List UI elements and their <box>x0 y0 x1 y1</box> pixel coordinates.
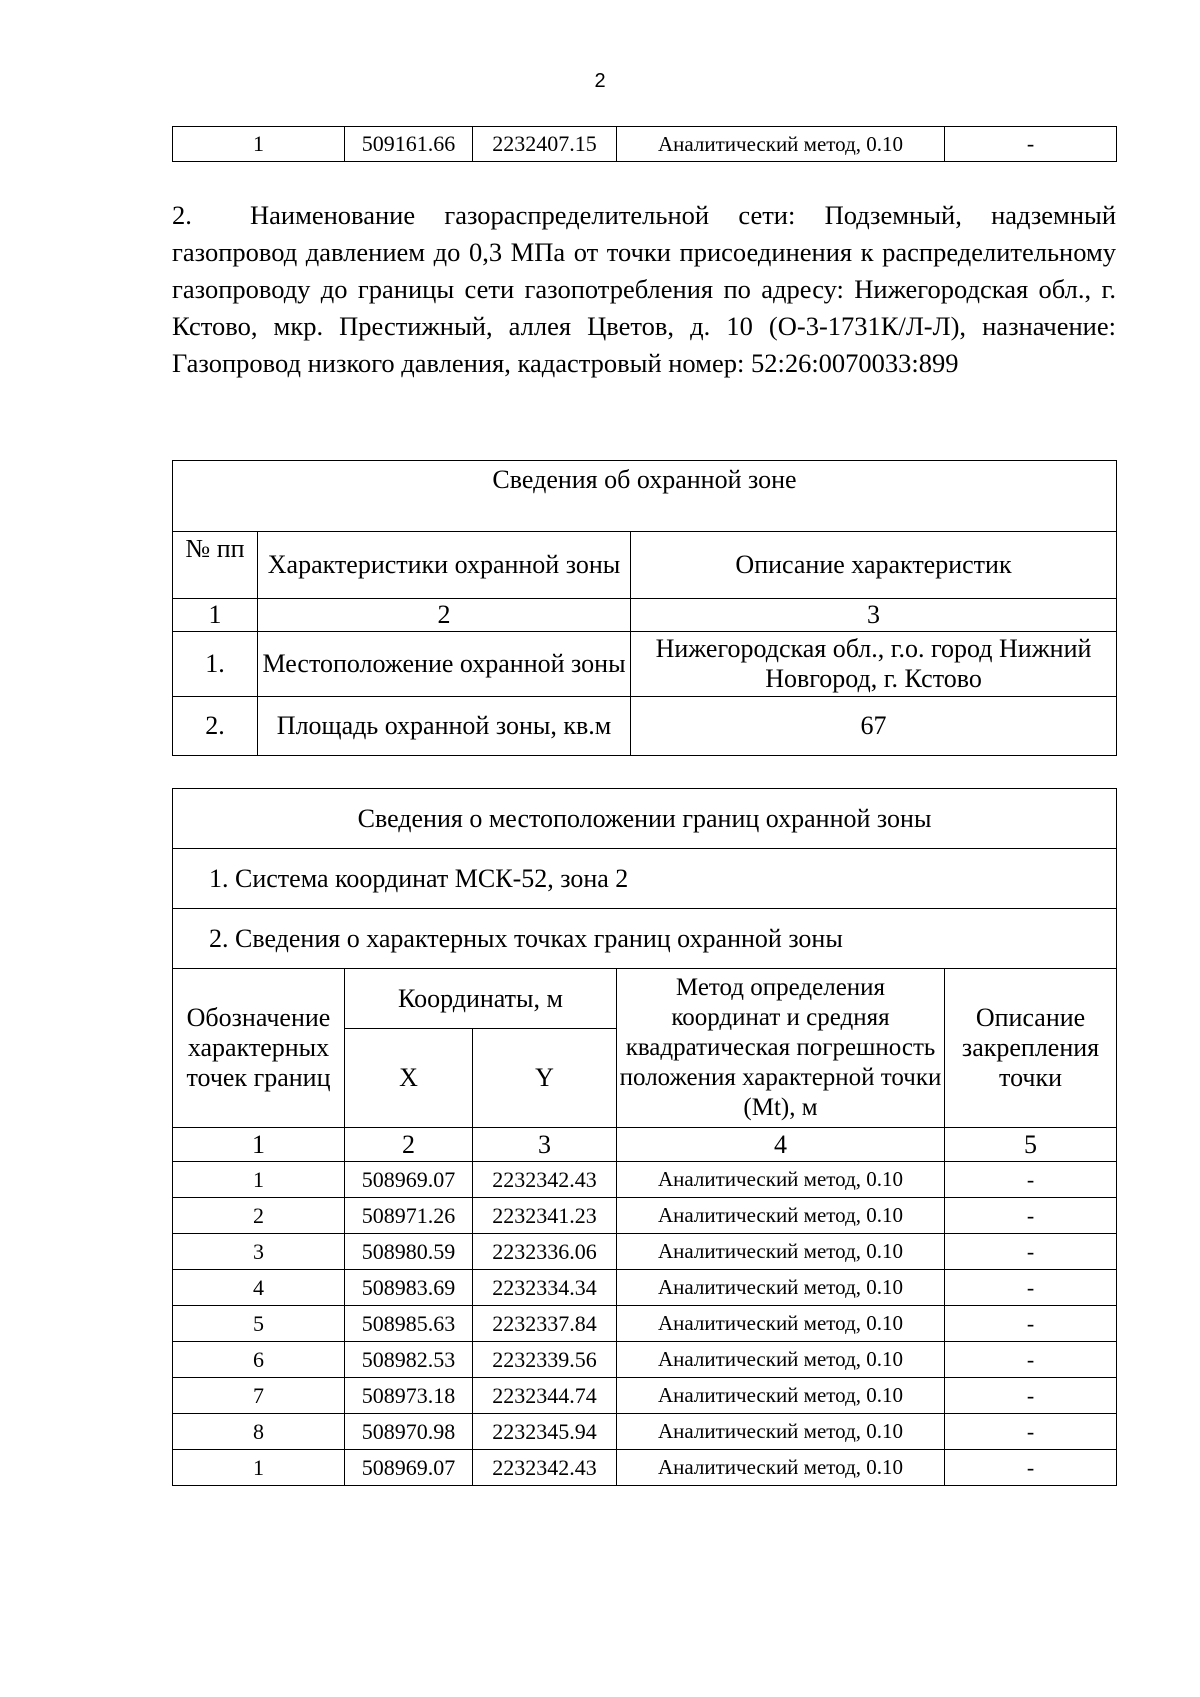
point-description: - <box>945 1270 1117 1306</box>
header-number: № пп <box>173 532 258 599</box>
coord-x: 508969.07 <box>345 1162 473 1198</box>
header-characteristics: Характеристики охранной зоны <box>258 532 631 599</box>
coord-y: 2232344.74 <box>473 1378 617 1414</box>
point-description: - <box>945 127 1117 162</box>
coord-x: 508980.59 <box>345 1234 473 1270</box>
coord-x: 508971.26 <box>345 1198 473 1234</box>
network-description <box>172 197 1116 382</box>
paragraph-number: 2. <box>172 200 192 230</box>
point-description: - <box>945 1414 1117 1450</box>
col-number: 5 <box>945 1128 1117 1162</box>
coord-y: 2232334.34 <box>473 1270 617 1306</box>
method: Аналитический метод, 0.10 <box>617 1234 945 1270</box>
point-number: 1 <box>173 1450 345 1486</box>
method: Аналитический метод, 0.10 <box>617 127 945 162</box>
method: Аналитический метод, 0.10 <box>617 1414 945 1450</box>
page-number: 2 <box>594 70 606 92</box>
col-number: 2 <box>345 1128 473 1162</box>
header-description: Описание характеристик <box>631 532 1117 599</box>
coordinates-table-continued <box>172 126 1117 162</box>
col-number: 3 <box>473 1128 617 1162</box>
point-number: 5 <box>173 1306 345 1342</box>
point-number: 6 <box>173 1342 345 1378</box>
point-number: 1 <box>173 127 345 162</box>
header-point-description: Описание закрепления точки <box>945 969 1117 1128</box>
point-description: - <box>945 1378 1117 1414</box>
row-number: 1. <box>173 632 258 697</box>
table-row <box>173 1198 1117 1234</box>
point-number: 4 <box>173 1270 345 1306</box>
point-description: - <box>945 1342 1117 1378</box>
point-number: 7 <box>173 1378 345 1414</box>
point-number: 3 <box>173 1234 345 1270</box>
header-coordinates: Координаты, м <box>345 969 617 1029</box>
coord-x: 508973.18 <box>345 1378 473 1414</box>
point-number: 2 <box>173 1198 345 1234</box>
coord-y: 2232342.43 <box>473 1450 617 1486</box>
point-description: - <box>945 1162 1117 1198</box>
paragraph-text: Наименование газораспределительной сети: Подземный, надземный газопровод давлением до 0,3 МПа от точки присоединения к распределительному газопроводу до границы сети газопотребления по адресу: Нижегородская обл., г. Кстово, мкр. Престижный, аллея Цветов, д. 10 (О-3-1731К/Л-Л), назначение: Газопровод низкого давления, кадастровый номер: 52:26:0070033:899 <box>172 200 1116 378</box>
point-description: - <box>945 1306 1117 1342</box>
table-row <box>173 1378 1117 1414</box>
coord-x: 508982.53 <box>345 1342 473 1378</box>
point-description: - <box>945 1234 1117 1270</box>
method: Аналитический метод, 0.10 <box>617 1270 945 1306</box>
table-row <box>173 1450 1117 1486</box>
bounds-table-title: Сведения о местоположении границ охранной зоны <box>173 789 1117 849</box>
point-number: 1 <box>173 1162 345 1198</box>
coord-y: 2232342.43 <box>473 1162 617 1198</box>
method: Аналитический метод, 0.10 <box>617 1306 945 1342</box>
header-x: X <box>345 1029 473 1128</box>
point-description: - <box>945 1450 1117 1486</box>
row-name: Местоположение охранной зоны <box>258 632 631 697</box>
coord-y: 2232339.56 <box>473 1342 617 1378</box>
coord-x: 508985.63 <box>345 1306 473 1342</box>
method: Аналитический метод, 0.10 <box>617 1450 945 1486</box>
method: Аналитический метод, 0.10 <box>617 1378 945 1414</box>
method: Аналитический метод, 0.10 <box>617 1162 945 1198</box>
table-row <box>173 1342 1117 1378</box>
row-number: 2. <box>173 697 258 756</box>
point-number: 8 <box>173 1414 345 1450</box>
protection-zone-table <box>172 460 1117 756</box>
row-name: Площадь охранной зоны, кв.м <box>258 697 631 756</box>
header-y: Y <box>473 1029 617 1128</box>
method: Аналитический метод, 0.10 <box>617 1342 945 1378</box>
table-row <box>173 697 1117 756</box>
row-value: 67 <box>631 697 1117 756</box>
coord-x: 509161.66 <box>345 127 473 162</box>
col-number: 1 <box>173 1128 345 1162</box>
coordinate-system: 1. Система координат МСК-52, зона 2 <box>173 849 1117 909</box>
header-designation: Обозначение характерных точек границ <box>173 969 345 1128</box>
zone-table-title: Сведения об охранной зоне <box>173 461 1117 532</box>
table-row <box>173 1414 1117 1450</box>
table-row <box>173 632 1117 697</box>
coord-x: 508970.98 <box>345 1414 473 1450</box>
table-row <box>173 1162 1117 1198</box>
points-title: 2. Сведения о характерных точках границ охранной зоны <box>173 909 1117 969</box>
table-row <box>173 1306 1117 1342</box>
coord-x: 508969.07 <box>345 1450 473 1486</box>
col-number: 3 <box>631 599 1117 632</box>
coord-y: 2232345.94 <box>473 1414 617 1450</box>
coord-y: 2232337.84 <box>473 1306 617 1342</box>
row-value: Нижегородская обл., г.о. город Нижний Новгород, г. Кстово <box>631 632 1117 697</box>
point-description: - <box>945 1198 1117 1234</box>
col-number: 1 <box>173 599 258 632</box>
col-number: 4 <box>617 1128 945 1162</box>
table-row <box>173 1270 1117 1306</box>
header-method: Метод определения координат и средняя квадратическая погрешность положения характерной точки (Mt), м <box>617 969 945 1128</box>
table-row <box>173 1234 1117 1270</box>
coord-y: 2232407.15 <box>473 127 617 162</box>
coord-x: 508983.69 <box>345 1270 473 1306</box>
method: Аналитический метод, 0.10 <box>617 1198 945 1234</box>
zone-boundaries-table <box>172 788 1117 1486</box>
col-number: 2 <box>258 599 631 632</box>
coord-y: 2232341.23 <box>473 1198 617 1234</box>
table-row <box>173 127 1117 162</box>
coord-y: 2232336.06 <box>473 1234 617 1270</box>
